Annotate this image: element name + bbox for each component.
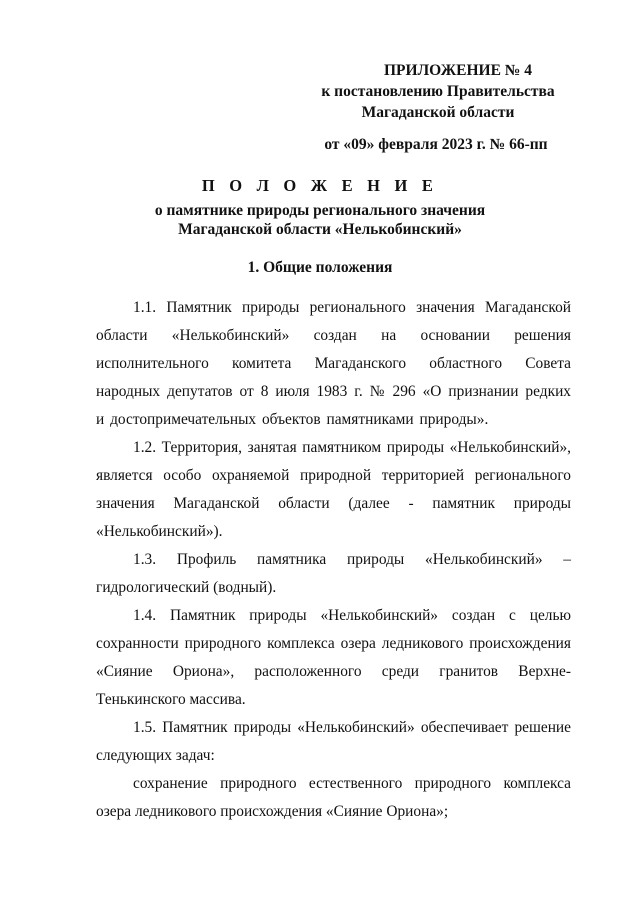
appendix-date-line: от «09» февраля 2023 г. № 66-пп: [324, 136, 548, 153]
document-subtitle-line-2: Магаданской области «Нелькобинский»: [178, 221, 462, 238]
document-title: П О Л О Ж Е Н И Е: [201, 176, 439, 195]
paragraph-1-1: 1.1. Памятник природы регионального значения Магаданской области «Нелькобинский» создан на основании решения исполнительного комитета Магаданского областного Совета народных депутатов от 8 июля 1983 г. № 296 «О признании редких и достопримечательных объектов памятниками природы».: [96, 299, 571, 428]
paragraph-1-4: 1.4. Памятник природы «Нелькобинский» создан с целью сохранности природного комплекса озера ледникового происхождения «Сияние Ориона», расположенного среди гранитов Верхне-Тенькинского массива.: [96, 607, 571, 708]
appendix-region-line: Магаданской области: [361, 104, 515, 121]
appendix-resolution-line: к постановлению Правительства: [321, 83, 555, 100]
document-subtitle-line-1: о памятнике природы регионального значения: [154, 202, 486, 219]
section-body: [96, 294, 571, 826]
section-heading: 1. Общие положения: [247, 259, 393, 276]
paragraph-1-5: 1.5. Памятник природы «Нелькобинский» обеспечивает решение следующих задач:: [96, 719, 571, 764]
appendix-block: [308, 60, 568, 155]
paragraph-task-1: сохранение природного естественного природного комплекса озера ледникового происхождения «Сияние Ориона»;: [96, 775, 571, 820]
paragraph-1-3: 1.3. Профиль памятника природы «Нелькобинский» – гидрологический (водный).: [96, 551, 571, 596]
document-title-block: [70, 175, 570, 239]
appendix-title: ПРИЛОЖЕНИЕ № 4: [384, 62, 532, 79]
paragraph-1-2: 1.2. Территория, занятая памятником природы «Нелькобинский», является особо охраняемой природной территорией регионального значения Магаданской области (далее - памятник природы «Нелькобинский»).: [96, 439, 571, 540]
